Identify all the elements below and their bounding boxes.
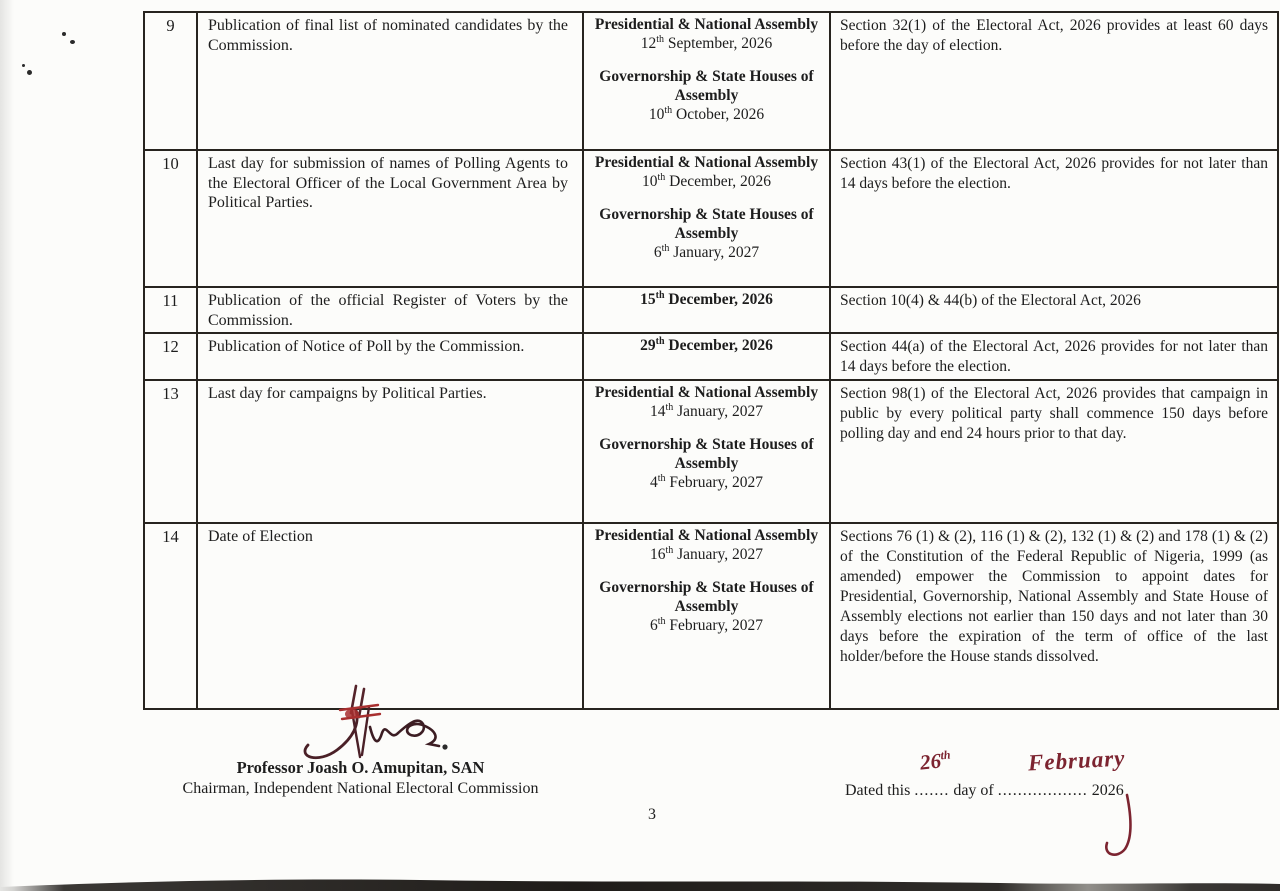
handwritten-month: February <box>1027 745 1127 776</box>
handwritten-day: 26th <box>918 747 952 775</box>
dated-line <box>845 782 1124 800</box>
table-row <box>144 333 1278 380</box>
signatory-block <box>148 757 573 799</box>
activity-cell: Publication of Notice of Poll by the Commission. <box>197 333 583 380</box>
legal-provision-cell: Sections 76 (1) & (2), 116 (1) & (2), 132 (1) & (2) and 178 (1) & (2) of the Constitution of the Federal Republic of Nigeria, 1999 (as amended) empower the Commission to appoint dates for Presidential, Governorship, National Assembly and State House of Assembly elections not earlier than 150 days and not later than 30 days before the expiration of the term of office of the last holder/before the House stands dissolved. <box>830 523 1278 709</box>
legal-provision-cell: Section 98(1) of the Electoral Act, 2026 provides that campaign in public by every political party shall commence 150 days before polling day and end 24 hours prior to that day. <box>830 380 1278 523</box>
election-type-label: Governorship & State Houses of Assembly <box>599 436 814 473</box>
date-cell <box>583 333 830 380</box>
election-type-label: Presidential & National Assembly <box>594 384 819 402</box>
legal-provision-cell: Section 44(a) of the Electoral Act, 2026 provides for not later than 14 days before the election. <box>830 333 1278 380</box>
date-cell <box>583 150 830 287</box>
legal-provision-cell: Section 10(4) & 44(b) of the Electoral Act, 2026 <box>830 287 1278 333</box>
serial-number-cell: 11 <box>144 287 197 333</box>
dotted-blank-month: .................. <box>997 782 1088 799</box>
election-type-label: Governorship & State Houses of Assembly <box>599 68 814 104</box>
dated-year: 2026 <box>1091 782 1124 799</box>
election-timetable-table <box>143 11 1279 710</box>
ink-speck <box>22 64 25 67</box>
date-cell <box>583 12 830 150</box>
activity-cell: Date of Election <box>197 523 583 709</box>
election-type-label: Presidential & National Assembly <box>594 16 819 33</box>
date-text: 16th January, 2027 <box>649 544 764 564</box>
signatory-title: Chairman, Independent National Electoral Commission <box>182 780 539 797</box>
date-text: 12th September, 2026 <box>640 33 773 52</box>
ink-speck <box>27 70 32 75</box>
election-type-label: Governorship & State Houses of Assembly <box>599 579 814 616</box>
election-type-label: Presidential & National Assembly <box>594 527 819 545</box>
date-cell <box>583 287 830 333</box>
dotted-blank-day: ....... <box>914 782 950 799</box>
table-row <box>144 523 1278 709</box>
date-text: 4th February, 2027 <box>649 472 764 492</box>
table-row <box>144 380 1278 523</box>
date-text: 6th January, 2027 <box>653 242 760 261</box>
handwriting-flourish-icon <box>1095 793 1155 861</box>
activity-cell: Publication of final list of nominated candidates by the Commission. <box>197 12 583 150</box>
page-number: 3 <box>648 806 656 823</box>
table-row <box>144 287 1278 333</box>
activity-cell: Publication of the official Register of Voters by the Commission. <box>197 287 583 333</box>
serial-number-cell: 12 <box>144 333 197 380</box>
election-type-label: Presidential & National Assembly <box>594 154 819 171</box>
signatory-name: Professor Joash O. Amupitan, SAN <box>236 758 485 777</box>
table-row <box>144 150 1278 287</box>
date-text: 10th December, 2026 <box>642 171 771 190</box>
serial-number-cell: 14 <box>144 523 197 709</box>
date-cell <box>583 523 830 709</box>
legal-provision-cell: Section 32(1) of the Electoral Act, 2026 provides at least 60 days before the day of election. <box>830 12 1278 150</box>
activity-cell: Last day for submission of names of Polling Agents to the Electoral Officer of the Local Government Area by Political Parties. <box>197 150 583 287</box>
election-type-label: Governorship & State Houses of Assembly <box>599 206 814 242</box>
dated-middle: day of <box>953 782 994 799</box>
serial-number-cell: 13 <box>144 380 197 523</box>
scan-edge-shadow <box>0 873 1280 891</box>
table-row <box>144 12 1278 150</box>
date-text: 14th January, 2027 <box>649 401 764 421</box>
ink-speck <box>70 40 75 44</box>
dated-prefix: Dated this <box>845 782 911 799</box>
date-text: 10th October, 2026 <box>648 104 765 123</box>
date-cell <box>583 380 830 523</box>
date-text: 6th February, 2027 <box>649 615 764 635</box>
serial-number-cell: 9 <box>144 12 197 150</box>
chairman-signature-icon <box>290 683 455 768</box>
legal-provision-cell: Section 43(1) of the Electoral Act, 2026 provides for not later than 14 days before the election. <box>830 150 1278 287</box>
serial-number-cell: 10 <box>144 150 197 287</box>
ink-speck <box>62 32 66 36</box>
date-text: 15th December, 2026 <box>640 289 773 308</box>
activity-cell: Last day for campaigns by Political Parties. <box>197 380 583 523</box>
date-text: 29th December, 2026 <box>640 335 773 355</box>
